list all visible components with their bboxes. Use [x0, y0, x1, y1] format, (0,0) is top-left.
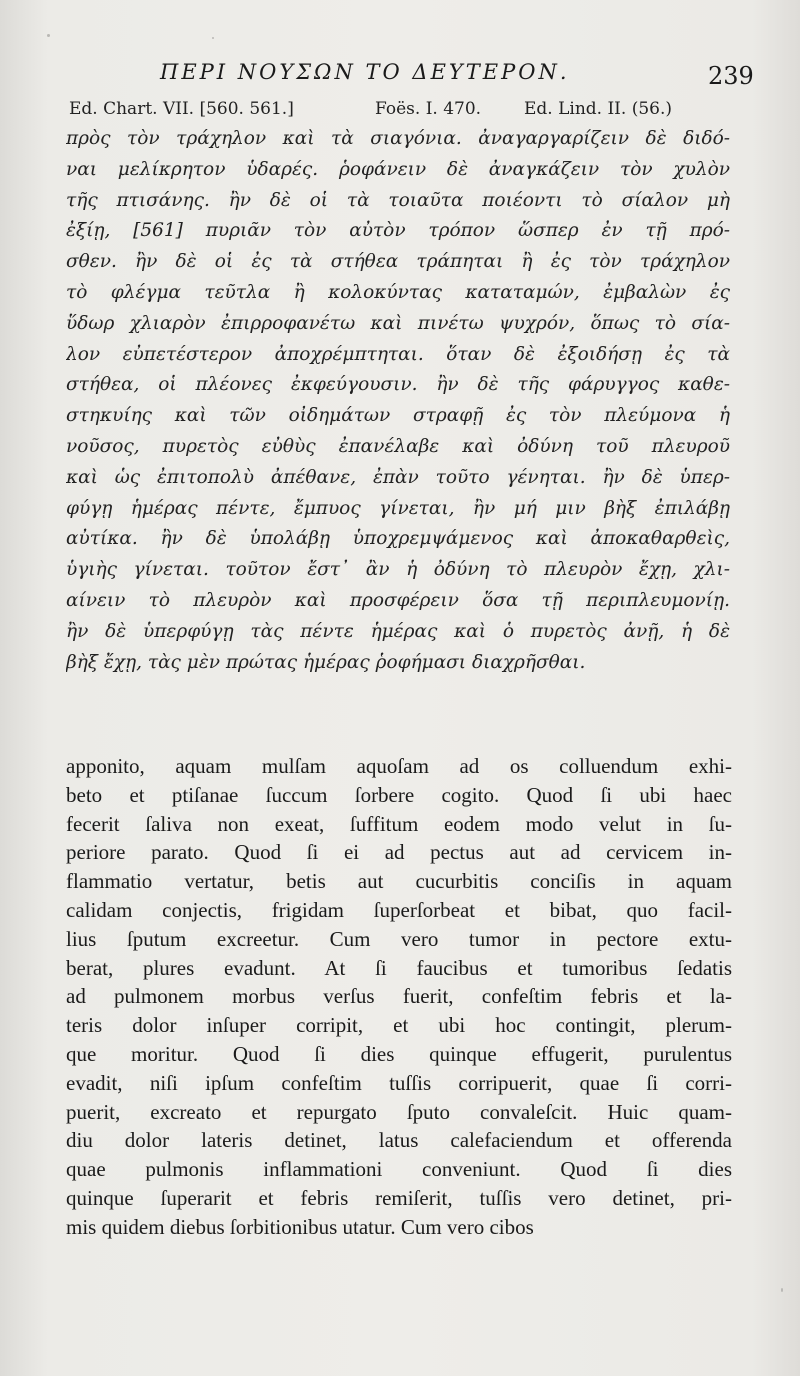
running-head [0, 52, 800, 92]
greek-text-block [66, 124, 730, 678]
latin-text-line: beto et ptiſanae ſuccum ſorbere cogito. Quod ſi ubi haec [66, 782, 732, 807]
latin-translation-block [66, 752, 732, 1242]
greek-text-line: ἢν δὲ ὑπερφύγῃ τὰς πέντε ἡμέρας καὶ ὁ πυρετὸς ἀνῇ, ἡ δὲ [66, 620, 730, 642]
latin-text-line: mis quidem diebus ſorbitionibus utatur. Cum vero cibos [66, 1214, 534, 1239]
latin-text-line: lius ſputum excreetur. Cum vero tumor in pectore extu- [66, 926, 732, 951]
latin-text-line: fecerit ſaliva non exeat, ſuffitum eodem modo velut in ſu- [66, 811, 732, 836]
latin-text-line: berat, plures evadunt. At ſi faucibus et tumoribus ſedatis [66, 955, 732, 980]
greek-text-line: ὕδωρ χλιαρὸν ἐπιρροφανέτω καὶ πινέτω ψυχρόν, ὅπως τὸ σία- [66, 312, 730, 334]
latin-text-line: flammatio vertatur, betis aut cucurbitis conciſis in aquam [66, 869, 732, 894]
greek-text-line: νοῦσος, πυρετὸς εὐθὺς ἐπανέλαβε καὶ ὀδύνη τοῦ πλευροῦ [66, 435, 730, 457]
paper-speck [47, 34, 50, 37]
latin-text-line: periore parato. Quod ſi ei ad pectus aut ad cervicem in- [66, 840, 732, 865]
latin-text-line: quae pulmonis inflammationi conveniunt. Quod ſi dies [66, 1157, 732, 1182]
greek-text-line: πρὸς τὸν τράχηλον καὶ τὰ σιαγόνια. ἀναγαργαρίζειν δὲ διδό- [66, 128, 730, 149]
latin-text-line: teris dolor inſuper corripit, et ubi hoc contingit, plerum- [66, 1013, 732, 1038]
edition-reference-line [69, 99, 729, 125]
greek-text-line: τῆς πτισάνης. ἢν δὲ οἱ τὰ τοιαῦτα ποιέοντι τὸ σίαλον μὴ [66, 189, 730, 211]
paper-speck [212, 37, 214, 39]
latin-text-line: que moritur. Quod ſi dies quinque effugerit, purulentus [66, 1041, 732, 1066]
greek-text-line: βὴξ ἔχῃ, τὰς μὲν πρώτας ἡμέρας ῥοφήμασι διαχρῆσθαι. [66, 651, 586, 673]
paper-speck [781, 1288, 783, 1292]
greek-text-line: σθεν. ἢν δὲ οἱ ἐς τὰ στήθεα τράπηται ἢ ἐς τὸν τράχηλον [66, 251, 730, 273]
greek-text-line: ἐξίῃ, [561] πυριᾶν τὸν αὐτὸν τρόπον ὥσπερ ἐν τῇ πρό- [66, 220, 730, 242]
latin-text-line: calidam conjectis, frigidam ſuperſorbeat et bibat, quo facil- [66, 897, 732, 922]
greek-text-line: καὶ ὡς ἐπιτοπολὺ ἀπέθανε, ἐπὰν τοῦτο γένηται. ἢν δὲ ὑπερ- [66, 466, 730, 488]
greek-text-line: ναι μελίκρητον ὑδαρές. ῥοφάνειν δὲ ἀναγκάζειν τὸν χυλὸν [66, 158, 730, 180]
latin-text-line: quinque ſuperarit et febris remiſerit, tuſſis vero detinet, pri- [66, 1185, 732, 1210]
page-number: 239 [708, 62, 754, 90]
foes-reference: Foës. I. 470. [375, 99, 482, 119]
chartier-reference: Ed. Chart. VII. [560. 561.] [69, 99, 294, 119]
latin-text-line: evadit, niſi ipſum confeſtim tuſſis corripuerit, quae ſi corri- [66, 1070, 732, 1095]
latin-text-line: apponito, aquam mulſam aquoſam ad os colluendum exhi- [66, 754, 732, 778]
latin-text-line: ad pulmonem morbus verſus fuerit, confeſtim febris et la- [66, 984, 732, 1009]
greek-text-line: στηκυίης καὶ τῶν οἰδημάτων στραφῇ ἐς τὸν πλεύμονα ἡ [66, 405, 730, 427]
greek-text-line: στήθεα, οἱ πλέονες ἐκφεύγουσιν. ἢν δὲ τῆς φάρυγγος καθε- [66, 374, 730, 396]
running-head-title: ΠΕΡΙ ΝΟΥΣΩΝ ΤΟ ΔΕΥΤΕΡΟΝ. [160, 60, 570, 84]
linden-reference: Ed. Lind. II. (56.) [524, 99, 673, 119]
latin-text-line: diu dolor lateris detinet, latus calefaciendum et offerenda [66, 1128, 732, 1153]
greek-text-line: αίνειν τὸ πλευρὸν καὶ προσφέρειν ὅσα τῇ περιπλευμονίῃ. [66, 589, 730, 611]
greek-text-line: φύγῃ ἡμέρας πέντε, ἔμπυος γίνεται, ἢν μή μιν βὴξ ἐπιλάβῃ [66, 497, 730, 519]
greek-text-line: ὑγιὴς γίνεται. τοῦτον ἔστ᾽ ἂν ἡ ὀδύνη τὸ πλευρὸν ἔχῃ, χλι- [66, 559, 730, 581]
latin-text-line: puerit, excreato et repurgato ſputo convaleſcit. Huic quam- [66, 1099, 732, 1124]
greek-text-line: λον εὐπετέστερον ἀποχρέμπτηται. ὅταν δὲ ἐξοιδήσῃ ἐς τὰ [66, 343, 730, 365]
greek-text-line: αὐτίκα. ἢν δὲ ὑπολάβῃ ὑποχρεμψάμενος καὶ ἀποκαθαρθεὶς, [66, 528, 730, 550]
greek-text-line: τὸ φλέγμα τεῦτλα ἢ κολοκύντας καταταμών, ἐμβαλὼν ἐς [66, 281, 730, 303]
